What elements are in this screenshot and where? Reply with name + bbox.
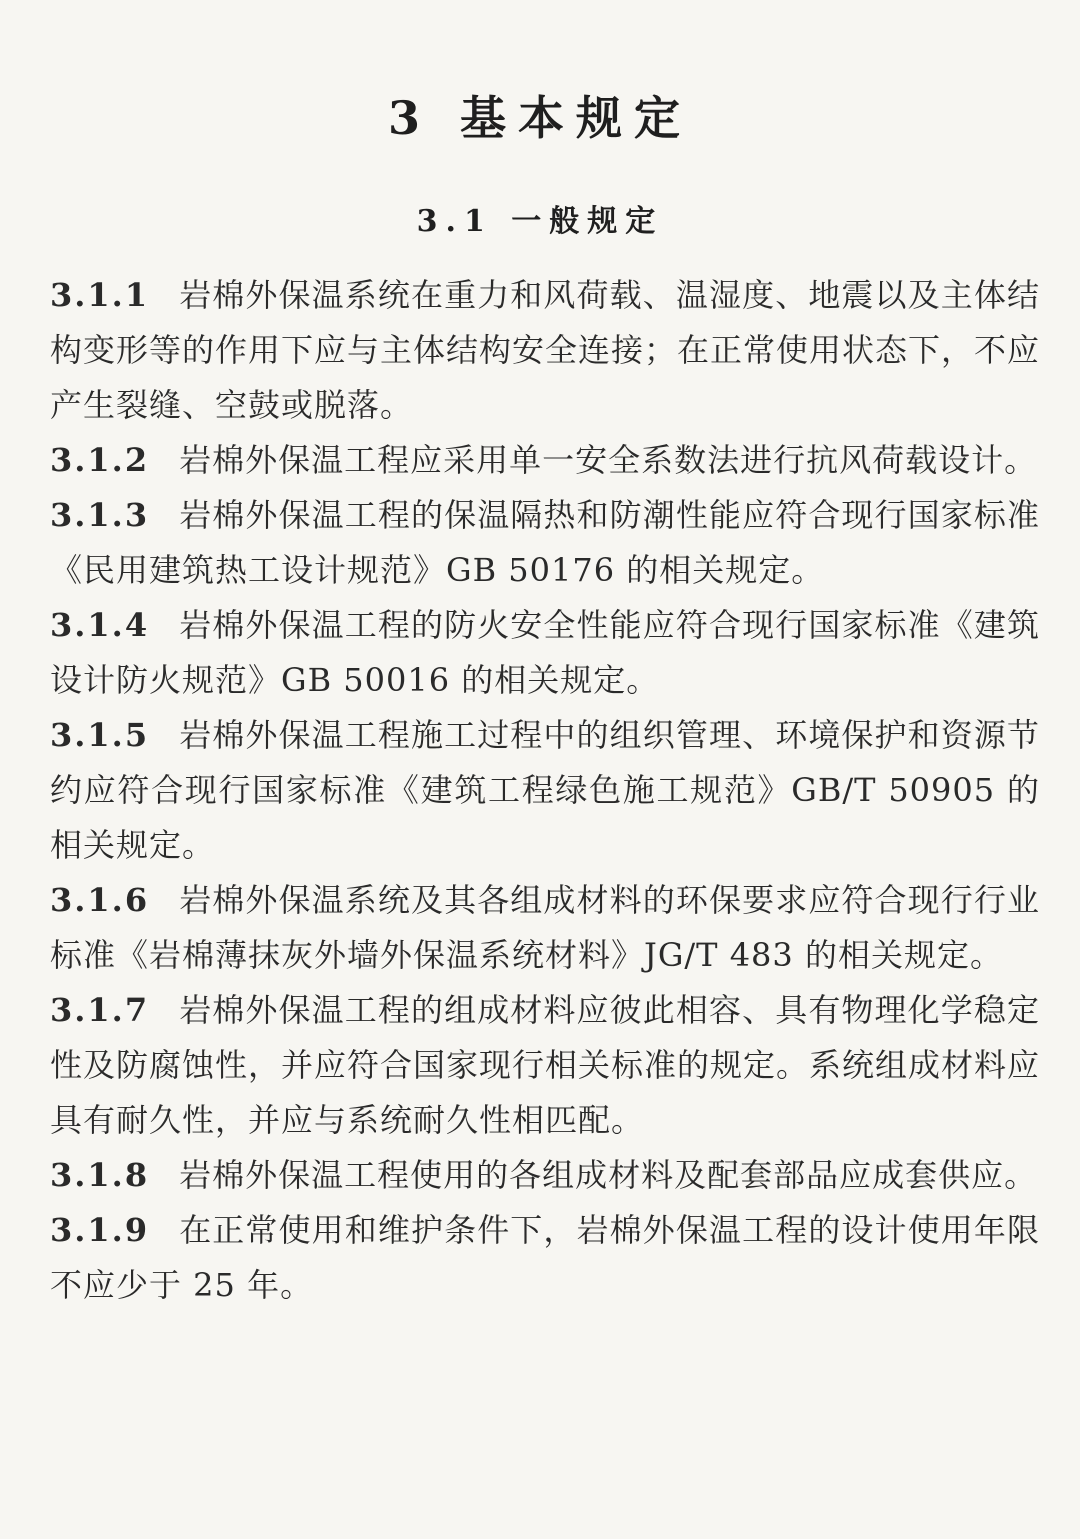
chapter-title: 3 基本规定 xyxy=(387,91,693,145)
clause-number: 3.1.8 xyxy=(50,1156,150,1194)
clause-3-1-3 xyxy=(50,488,1040,598)
clause-number: 3.1.9 xyxy=(50,1211,150,1249)
section-title: 3.1 一般规定 xyxy=(416,204,664,239)
clause-text: 在正常使用和维护条件下，岩棉外保温工程的设计使用年限不应少于 25 年。 xyxy=(50,1211,1040,1304)
clause-3-1-6 xyxy=(50,873,1040,983)
clause-3-1-9 xyxy=(50,1203,1040,1313)
clause-3-1-2 xyxy=(50,433,1040,488)
clause-number: 3.1.3 xyxy=(50,496,150,534)
clause-number: 3.1.2 xyxy=(50,441,150,479)
clause-3-1-7 xyxy=(50,983,1040,1148)
clause-3-1-5 xyxy=(50,708,1040,873)
clause-text: 岩棉外保温工程应采用单一安全系数法进行抗风荷载设计。 xyxy=(179,441,1038,479)
clause-text: 岩棉外保温系统在重力和风荷载、温湿度、地震以及主体结构变形等的作用下应与主体结构安全连接；在正常使用状态下，不应产生裂缝、空鼓或脱落。 xyxy=(50,276,1041,424)
clause-number: 3.1.7 xyxy=(50,991,150,1029)
clause-text: 岩棉外保温工程的组成材料应彼此相容、具有物理化学稳定性及防腐蚀性，并应符合国家现行相关标准的规定。系统组成材料应具有耐久性，并应与系统耐久性相匹配。 xyxy=(50,991,1041,1139)
clause-number: 3.1.5 xyxy=(50,716,150,754)
clause-3-1-8 xyxy=(50,1148,1040,1203)
clause-3-1-1 xyxy=(50,268,1040,433)
clause-text: 岩棉外保温工程的防火安全性能应符合现行国家标准《建筑设计防火规范》GB 50016 的相关规定。 xyxy=(50,606,1040,699)
clause-text: 岩棉外保温系统及其各组成材料的环保要求应符合现行行业标准《岩棉薄抹灰外墙外保温系统材料》JG/T 483 的相关规定。 xyxy=(50,881,1040,974)
clause-number: 3.1.1 xyxy=(50,276,150,314)
clause-text: 岩棉外保温工程的保温隔热和防潮性能应符合现行国家标准《民用建筑热工设计规范》GB 50176 的相关规定。 xyxy=(50,496,1040,589)
clause-text: 岩棉外保温工程施工过程中的组织管理、环境保护和资源节约应符合现行国家标准《建筑工程绿色施工规范》GB/T 50905 的相关规定。 xyxy=(50,716,1040,864)
clause-text: 岩棉外保温工程使用的各组成材料及配套部品应成套供应。 xyxy=(179,1156,1038,1194)
clause-number: 3.1.4 xyxy=(50,606,150,644)
clause-number: 3.1.6 xyxy=(50,881,150,919)
clause-list xyxy=(50,268,1040,1313)
clause-3-1-4 xyxy=(50,598,1040,708)
